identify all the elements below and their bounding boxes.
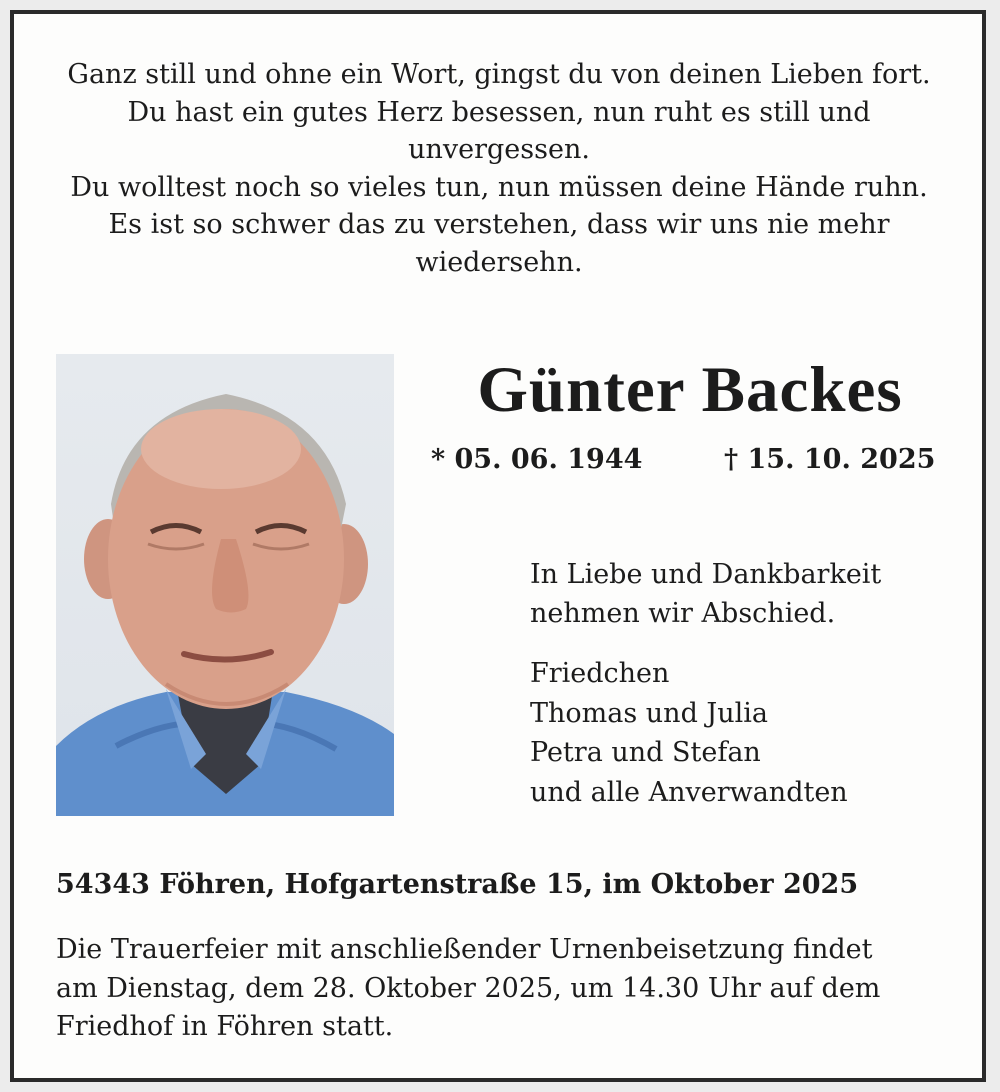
address-line: 54343 Föhren, Hofgartenstraße 15, im Oktober 2025 [56,869,859,900]
family-member: Friedchen [530,658,670,689]
portrait-photo [56,354,394,816]
birth-date: * 05. 06. 1944 [431,444,643,475]
family-member: Petra und Stefan [530,737,761,768]
farewell-text: In Liebe und Dankbarkeit nehmen wir Abschied. [530,559,882,629]
family-list [530,654,848,812]
death-date: † 15. 10. 2025 [724,444,936,475]
memorial-poem: Ganz still und ohne ein Wort, gingst du von deinen Lieben fort. Du hast ein gutes Herz besessen, nun ruht es still und unvergessen. Du wolltest noch so vieles tun, nun müssen deine Hände ruhn. Es ist so schwer das zu verstehen, dass wir uns nie mehr wiedersehn. [67,59,931,278]
family-member: Thomas und Julia [530,697,769,729]
deceased-name: Günter Backes [477,354,903,426]
funeral-service-info: Die Trauerfeier mit anschließender Urnenbeisetzung findet am Dienstag, dem 28. Oktober 2025, um 14.30 Uhr auf dem Friedhof in Föhren statt. [56,934,881,1042]
obituary-card [10,10,986,1082]
family-member: und alle Anverwandten [530,776,848,808]
